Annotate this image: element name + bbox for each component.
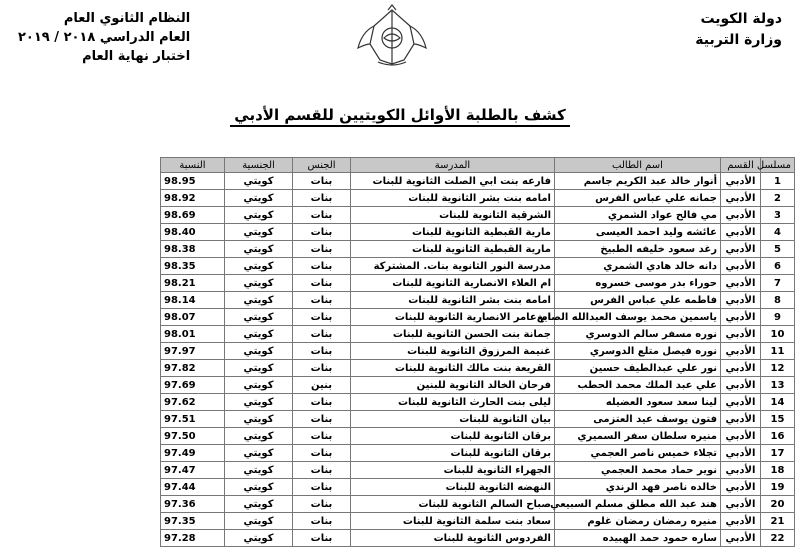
cell-dept: الأدبي <box>721 258 761 275</box>
cell-gender: بنات <box>293 479 351 496</box>
cell-nationality: كويتي <box>225 343 293 360</box>
cell-percent: 98.69 <box>161 207 225 224</box>
cell-percent: 97.50 <box>161 428 225 445</box>
cell-gender: بنات <box>293 360 351 377</box>
cell-percent: 97.97 <box>161 343 225 360</box>
cell-name: فتون يوسف عيد العتزمى <box>555 411 721 428</box>
table-row <box>161 479 795 496</box>
cell-name: رغد سعود خليفه الطبيخ <box>555 241 721 258</box>
cell-school: النهضه الثانوية للبنات <box>351 479 555 496</box>
system-name: النظام الثانوي العام <box>63 11 191 26</box>
cell-percent: 98.95 <box>161 173 225 190</box>
table-row <box>161 173 795 190</box>
cell-dept: الأدبي <box>721 479 761 496</box>
cell-gender: بنات <box>293 343 351 360</box>
cell-school: القريعة بنت مالك الثانوية للبنات <box>351 360 555 377</box>
cell-serial: 17 <box>761 445 795 462</box>
table-row <box>161 241 795 258</box>
cell-serial: 2 <box>761 190 795 207</box>
cell-serial: 7 <box>761 275 795 292</box>
ministry-name: وزارة التربية <box>695 32 782 48</box>
cell-percent: 98.40 <box>161 224 225 241</box>
cell-dept: الأدبي <box>721 275 761 292</box>
table-row <box>161 411 795 428</box>
cell-name: منيره سلطان سفر السميري <box>555 428 721 445</box>
cell-gender: بنات <box>293 207 351 224</box>
cell-dept: الأدبي <box>721 173 761 190</box>
cell-serial: 1 <box>761 173 795 190</box>
cell-nationality: كويتي <box>225 241 293 258</box>
cell-school: امامه بنت بشر الثانوية للبنات <box>351 190 555 207</box>
cell-dept: الأدبي <box>721 241 761 258</box>
cell-gender: بنات <box>293 445 351 462</box>
cell-dept: الأدبي <box>721 513 761 530</box>
cell-dept: الأدبي <box>721 462 761 479</box>
cell-nationality: كويتي <box>225 207 293 224</box>
cell-serial: 10 <box>761 326 795 343</box>
table-row <box>161 292 795 309</box>
academic-year: العام الدراسي ٢٠١٨ / ٢٠١٩ <box>18 30 191 45</box>
cell-nationality: كويتي <box>225 428 293 445</box>
cell-dept: الأدبي <box>721 292 761 309</box>
cell-percent: 97.44 <box>161 479 225 496</box>
cell-name: نور علي عبدالطيف حسين <box>555 360 721 377</box>
col-dept: القسم <box>721 158 761 173</box>
cell-nationality: كويتي <box>225 479 293 496</box>
cell-gender: بنات <box>293 428 351 445</box>
cell-percent: 98.35 <box>161 258 225 275</box>
cell-dept: الأدبي <box>721 377 761 394</box>
cell-school: فارعه بنت ابي الصلت الثانوية للبنات <box>351 173 555 190</box>
cell-name: مي فالح عواد الشمري <box>555 207 721 224</box>
cell-name: حوراء بدر موسى خسروه <box>555 275 721 292</box>
cell-gender: بنات <box>293 224 351 241</box>
cell-percent: 98.01 <box>161 326 225 343</box>
cell-serial: 3 <box>761 207 795 224</box>
cell-name: هند عبد الله مطلق مسلم السبيعي <box>555 496 721 513</box>
cell-school: صباح السالم الثانوية للبنات <box>351 496 555 513</box>
cell-percent: 97.51 <box>161 411 225 428</box>
col-percent: النسبة <box>161 158 225 173</box>
cell-nationality: كويتي <box>225 258 293 275</box>
country-name: دولة الكويت <box>700 11 782 27</box>
cell-percent: 97.69 <box>161 377 225 394</box>
table-row <box>161 326 795 343</box>
cell-serial: 8 <box>761 292 795 309</box>
table-row <box>161 258 795 275</box>
cell-percent: 97.35 <box>161 513 225 530</box>
cell-serial: 19 <box>761 479 795 496</box>
cell-dept: الأدبي <box>721 411 761 428</box>
cell-serial: 18 <box>761 462 795 479</box>
cell-name: لينا سعد سعود العضيله <box>555 394 721 411</box>
cell-gender: بنات <box>293 275 351 292</box>
ministry-header <box>695 9 782 51</box>
cell-nationality: كويتي <box>225 496 293 513</box>
cell-name: نوير حماد محمد العجمي <box>555 462 721 479</box>
exam-header <box>18 9 190 66</box>
cell-name: دانه خالد هادي الشمري <box>555 258 721 275</box>
col-serial: مسلسل <box>761 158 795 173</box>
cell-gender: بنات <box>293 173 351 190</box>
table-row <box>161 377 795 394</box>
cell-school: ام عامر الانصارية الثانوية للبنات <box>351 309 555 326</box>
cell-name: جمانه علي عباس الفرس <box>555 190 721 207</box>
cell-name: نوره مسفر سالم الدوسري <box>555 326 721 343</box>
cell-nationality: كويتي <box>225 462 293 479</box>
cell-name: عائشه وليد احمد العيسى <box>555 224 721 241</box>
cell-dept: الأدبي <box>721 309 761 326</box>
cell-nationality: كويتي <box>225 173 293 190</box>
col-gender: الجنس <box>293 158 351 173</box>
cell-school: ليلى بنت الحارث الثانوية للبنات <box>351 394 555 411</box>
cell-nationality: كويتي <box>225 224 293 241</box>
table-row <box>161 190 795 207</box>
cell-gender: بنات <box>293 258 351 275</box>
cell-nationality: كويتي <box>225 530 293 547</box>
cell-nationality: كويتي <box>225 377 293 394</box>
cell-school: الجهراء الثانوية للبنات <box>351 462 555 479</box>
kuwait-emblem-icon <box>352 4 432 70</box>
cell-school: امامه بنت بشر الثانوية للبنات <box>351 292 555 309</box>
table-row <box>161 496 795 513</box>
cell-serial: 15 <box>761 411 795 428</box>
table-header-row <box>161 158 795 173</box>
cell-gender: بنات <box>293 292 351 309</box>
cell-nationality: كويتي <box>225 411 293 428</box>
cell-serial: 4 <box>761 224 795 241</box>
cell-dept: الأدبي <box>721 530 761 547</box>
cell-serial: 20 <box>761 496 795 513</box>
cell-gender: بنات <box>293 326 351 343</box>
cell-serial: 16 <box>761 428 795 445</box>
cell-school: جمانة بنت الحسن الثانوية للبنات <box>351 326 555 343</box>
cell-serial: 14 <box>761 394 795 411</box>
table-row <box>161 360 795 377</box>
cell-serial: 13 <box>761 377 795 394</box>
cell-nationality: كويتي <box>225 360 293 377</box>
cell-nationality: كويتي <box>225 190 293 207</box>
cell-nationality: كويتي <box>225 445 293 462</box>
cell-name: تجلاء خميس ناصر العجمي <box>555 445 721 462</box>
cell-school: مدرسة النور الثانوية بنات. المشتركة <box>351 258 555 275</box>
cell-school: غنيمة المرزوق الثانوية للبنات <box>351 343 555 360</box>
cell-name: ساره حمود حمد الهبيده <box>555 530 721 547</box>
cell-percent: 98.21 <box>161 275 225 292</box>
cell-percent: 97.62 <box>161 394 225 411</box>
cell-school: برقان الثانوية للبنات <box>351 428 555 445</box>
table-row <box>161 530 795 547</box>
cell-nationality: كويتي <box>225 275 293 292</box>
cell-percent: 97.82 <box>161 360 225 377</box>
table-row <box>161 445 795 462</box>
table-row <box>161 343 795 360</box>
cell-gender: بنات <box>293 190 351 207</box>
exam-name: اختبار نهاية العام <box>82 49 191 64</box>
cell-dept: الأدبي <box>721 207 761 224</box>
cell-percent: 97.47 <box>161 462 225 479</box>
cell-school: ام العلاء الانصارية الثانوية للبنات <box>351 275 555 292</box>
cell-nationality: كويتي <box>225 513 293 530</box>
cell-school: الشرقية الثانوية للبنات <box>351 207 555 224</box>
cell-percent: 98.38 <box>161 241 225 258</box>
cell-nationality: كويتي <box>225 309 293 326</box>
cell-gender: بنات <box>293 394 351 411</box>
cell-name: علي عبد الملك محمد الحطب <box>555 377 721 394</box>
table-row <box>161 513 795 530</box>
table-row <box>161 462 795 479</box>
cell-serial: 6 <box>761 258 795 275</box>
cell-percent: 98.07 <box>161 309 225 326</box>
cell-dept: الأدبي <box>721 343 761 360</box>
cell-serial: 5 <box>761 241 795 258</box>
table-row <box>161 428 795 445</box>
cell-name: أنوار خالد عبد الكريم جاسم <box>555 173 721 190</box>
cell-name: نوره فيصل متلع الدوسري <box>555 343 721 360</box>
cell-school: بيان الثانوية للبنات <box>351 411 555 428</box>
table-row <box>161 275 795 292</box>
cell-dept: الأدبي <box>721 445 761 462</box>
cell-nationality: كويتي <box>225 292 293 309</box>
top-students-table <box>160 157 795 547</box>
cell-dept: الأدبي <box>721 428 761 445</box>
col-nationality: الجنسية <box>225 158 293 173</box>
table-row <box>161 224 795 241</box>
cell-percent: 97.28 <box>161 530 225 547</box>
cell-gender: بنين <box>293 377 351 394</box>
cell-gender: بنات <box>293 496 351 513</box>
cell-dept: الأدبي <box>721 360 761 377</box>
cell-gender: بنات <box>293 411 351 428</box>
cell-school: الفردوس الثانوية للبنات <box>351 530 555 547</box>
cell-gender: بنات <box>293 513 351 530</box>
cell-percent: 97.36 <box>161 496 225 513</box>
cell-dept: الأدبي <box>721 224 761 241</box>
cell-dept: الأدبي <box>721 496 761 513</box>
cell-serial: 21 <box>761 513 795 530</box>
cell-dept: الأدبي <box>721 394 761 411</box>
cell-dept: الأدبي <box>721 326 761 343</box>
cell-nationality: كويتي <box>225 394 293 411</box>
cell-gender: بنات <box>293 530 351 547</box>
cell-school: سعاد بنت سلمة الثانوية للبنات <box>351 513 555 530</box>
cell-serial: 12 <box>761 360 795 377</box>
cell-school: برقان الثانوية للبنات <box>351 445 555 462</box>
cell-serial: 9 <box>761 309 795 326</box>
table-row <box>161 207 795 224</box>
cell-school: مارية القبطية الثانوية للبنات <box>351 224 555 241</box>
table-row <box>161 394 795 411</box>
cell-name: فاطمه علي عباس الفرس <box>555 292 721 309</box>
cell-name: ياسمين محمد يوسف العبدالله الصايغ <box>555 309 721 326</box>
page-title: كشف بالطلبة الأوائل الكويتيين للقسم الأدبي <box>230 106 569 127</box>
col-school: المدرسة <box>351 158 555 173</box>
col-name: اسم الطالب <box>555 158 721 173</box>
cell-nationality: كويتي <box>225 326 293 343</box>
cell-school: فرحان الخالد الثانوية للبنين <box>351 377 555 394</box>
cell-percent: 98.14 <box>161 292 225 309</box>
cell-percent: 98.92 <box>161 190 225 207</box>
cell-serial: 22 <box>761 530 795 547</box>
cell-gender: بنات <box>293 462 351 479</box>
cell-name: منيره رمضان رمضان غلوم <box>555 513 721 530</box>
cell-gender: بنات <box>293 309 351 326</box>
cell-percent: 97.49 <box>161 445 225 462</box>
cell-school: مارية القبطية الثانوية للبنات <box>351 241 555 258</box>
cell-name: خالده ناصر فهد الرندي <box>555 479 721 496</box>
cell-dept: الأدبي <box>721 190 761 207</box>
cell-gender: بنات <box>293 241 351 258</box>
cell-serial: 11 <box>761 343 795 360</box>
table-row <box>161 309 795 326</box>
